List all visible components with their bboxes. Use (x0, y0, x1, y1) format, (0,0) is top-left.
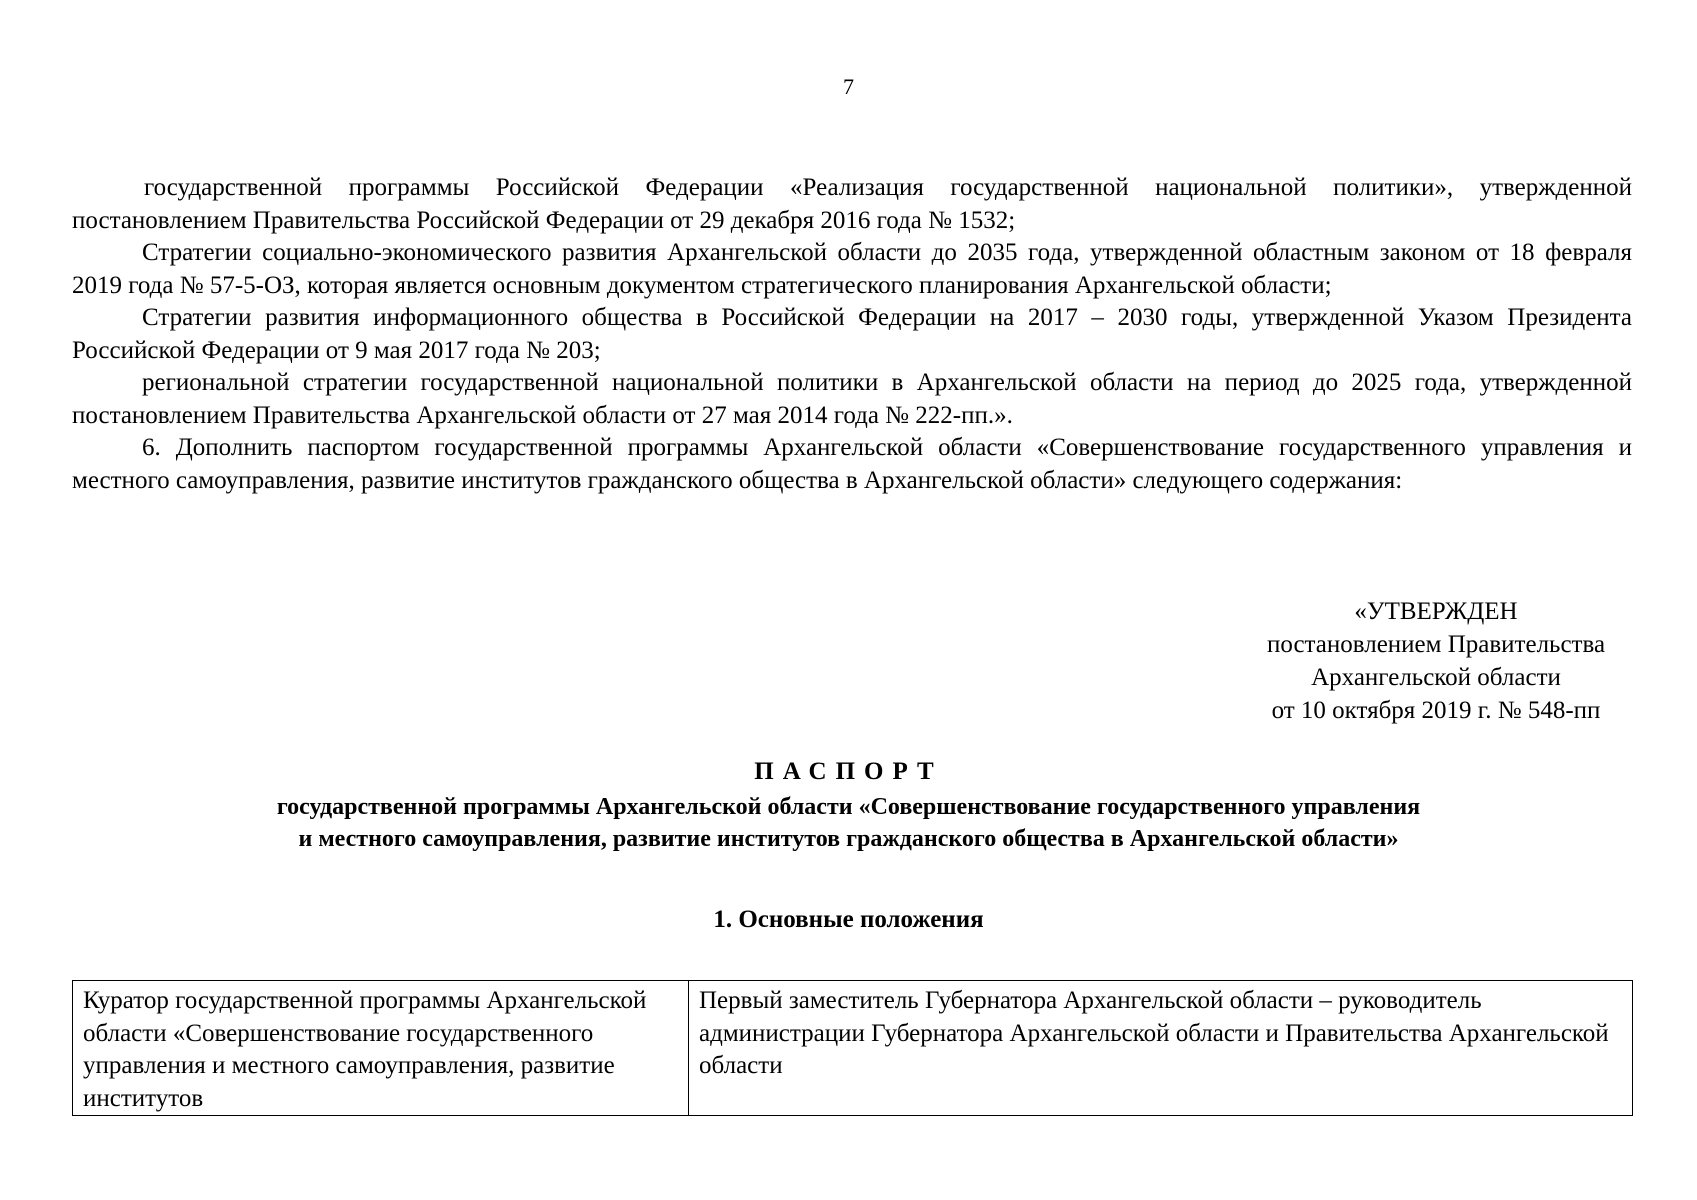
passport-subtitle (0, 791, 1697, 855)
table-cell-label: Куратор государственной программы Архангельской области «Совершенствование государственного управления и местного самоуправления, развитие институтов (73, 981, 689, 1116)
approval-stamp (1206, 595, 1666, 727)
paragraph: государственной программы Российской Федерации «Реализация государственной национальной политики», утвержденной постановлением Правительства Российской Федерации от 29 декабря 2016 года № 1532; (72, 174, 1632, 234)
passport-title: ПАСПОРТ (754, 758, 943, 785)
table-cell-value: Первый заместитель Губернатора Архангельской области – руководитель администрации Губернатора Архангельской области и Правительства Архангельской области (689, 981, 1633, 1116)
table-row (73, 981, 1633, 1116)
passport-subtitle-line: и местного самоуправления, развитие институтов гражданского общества в Архангельской области» (298, 826, 1399, 852)
paragraph: региональной стратегии государственной национальной политики в Архангельской области на период до 2025 года, утвержденной постановлением Правительства Архангельской области от 27 мая 2014 года № 222-пп.». (72, 369, 1632, 429)
approval-line: Архангельской области (1311, 664, 1561, 691)
body-text (72, 172, 1632, 497)
passport-subtitle-line: государственной программы Архангельской области «Совершенствование государственного управления (276, 794, 1421, 820)
section-heading: 1. Основные положения (713, 906, 984, 933)
approval-line: от 10 октября 2019 г. № 548-пп (1271, 697, 1601, 724)
passport-table (72, 980, 1633, 1116)
page-number: 7 (843, 74, 854, 99)
approval-line: «УТВЕРЖДЕН (1354, 598, 1518, 625)
approval-line: постановлением Правительства (1266, 631, 1606, 658)
paragraph: Стратегии социально-экономического развития Архангельской области до 2035 года, утвержденной областным законом от 18 февраля 2019 года № 57-5-ОЗ, которая является основным документом стратегического планирования Архангельской области; (72, 239, 1632, 299)
paragraph: Стратегии развития информационного общества в Российской Федерации на 2017 – 2030 годы, утвержденной Указом Президента Российской Федерации от 9 мая 2017 года № 203; (72, 304, 1632, 364)
paragraph: 6. Дополнить паспортом государственной программы Архангельской области «Совершенствование государственного управления и местного самоуправления, развитие институтов гражданского общества в Архангельской области» следующего содержания: (72, 434, 1632, 494)
